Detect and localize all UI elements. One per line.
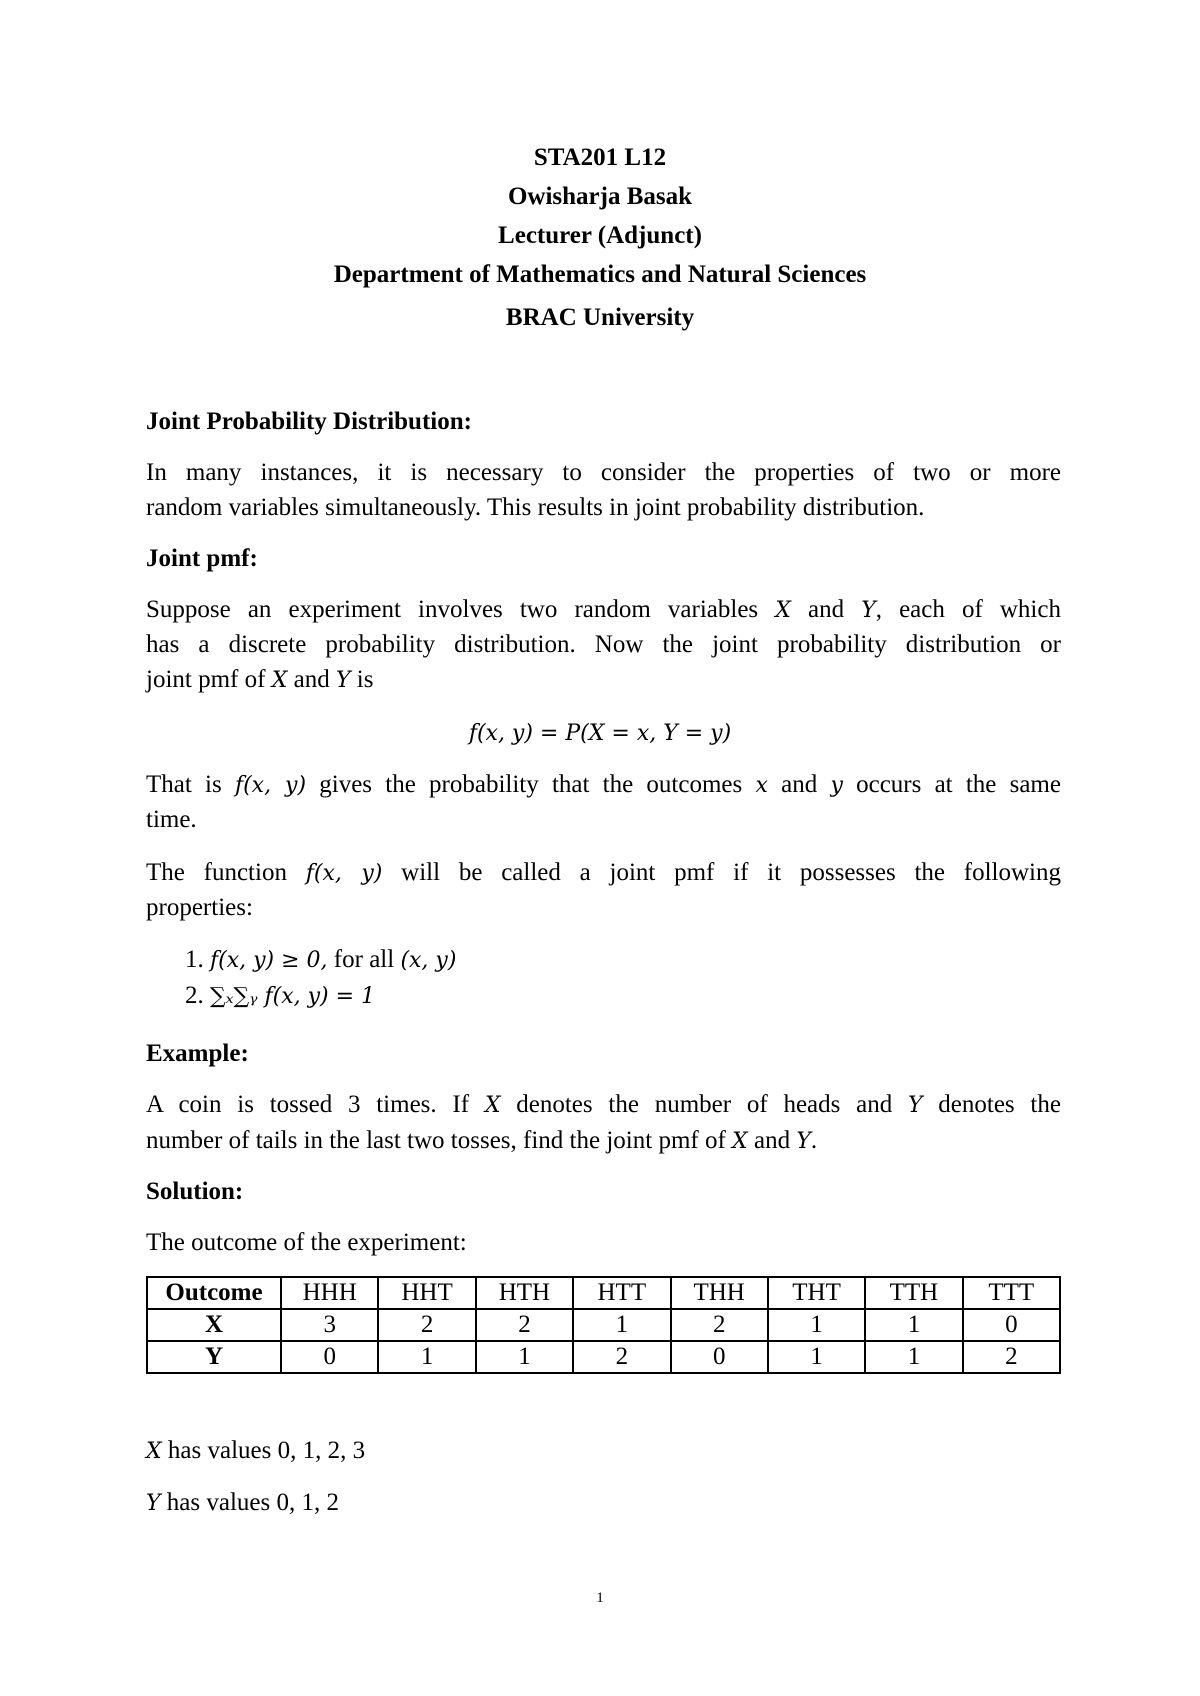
paragraph-line: That is f(x, y) gives the probability that the outcomes x and y occurs at the same [146,771,1061,798]
table-row [147,1277,1060,1309]
table-cell: 2 [573,1341,670,1373]
table-cell: 1 [865,1341,962,1373]
author-title: Lecturer (Adjunct) [498,222,702,249]
heading-solution: Solution: [146,1178,244,1205]
table-cell: HTH [476,1277,573,1309]
table-cell: 0 [281,1341,378,1373]
table-cell: 2 [378,1309,475,1341]
paragraph-line: X has values 0, 1, 2, 3 [146,1437,366,1464]
joint-pmf-equation: f(x, y) = P(X = x, Y = y) [468,721,732,746]
paragraph-line: random variables simultaneously. This results in joint probability distribution. [146,494,925,521]
table-row [147,1309,1060,1341]
course-code: STA201 L12 [533,144,667,171]
heading-joint-pmf: Joint pmf: [146,545,258,572]
table-cell: 1 [768,1309,865,1341]
paragraph-line: number of tails in the last two tosses, find the joint pmf of X and Y. [146,1127,818,1154]
table-cell: 2 [671,1309,768,1341]
page-number: 1 [596,1590,604,1606]
paragraph-line: In many instances, it is necessary to consider the properties of two or more [146,459,1061,486]
table-cell: TTT [963,1277,1060,1309]
heading-joint-distribution: Joint Probability Distribution: [146,408,472,435]
property-item: 1. f(x, y) ≥ 0, for all (x, y) [185,946,457,973]
paragraph-line: Y has values 0, 1, 2 [146,1489,339,1516]
table-cell: 1 [378,1341,475,1373]
table-row [147,1341,1060,1373]
table-cell: 1 [768,1341,865,1373]
author-name: Owisharja Basak [507,183,693,210]
table-cell: HHT [378,1277,475,1309]
paragraph-line: The outcome of the experiment: [146,1229,467,1256]
paragraph-line: The function f(x, y) will be called a joint pmf if it possesses the following [146,859,1061,886]
table-cell: THT [768,1277,865,1309]
table-cell: THH [671,1277,768,1309]
table-cell: 3 [281,1309,378,1341]
paragraph-line: time. [146,806,197,833]
heading-example: Example: [146,1040,249,1067]
table-cell: 2 [476,1309,573,1341]
table-cell: 0 [963,1309,1060,1341]
outcome-table [146,1276,1061,1374]
table-cell: 1 [865,1309,962,1341]
table-cell: HHH [281,1277,378,1309]
table-cell: 1 [476,1341,573,1373]
table-cell: HTT [573,1277,670,1309]
paragraph-line: joint pmf of X and Y is [146,666,374,693]
university: BRAC University [505,304,695,331]
paragraph-line: Suppose an experiment involves two random variables X and Y, each of which [146,596,1061,623]
table-cell: 2 [963,1341,1060,1373]
table-row-header: Outcome [147,1277,281,1309]
department: Department of Mathematics and Natural Sciences [333,261,867,288]
paragraph-line: properties: [146,894,253,921]
table-cell: 0 [671,1341,768,1373]
paragraph-line: A coin is tossed 3 times. If X denotes the number of heads and Y denotes the [146,1091,1061,1118]
table-row-header: X [147,1309,281,1341]
table-row-header: Y [147,1341,281,1373]
property-item: 2. ∑ₓ∑ᵧ f(x, y) = 1 [185,982,376,1009]
paragraph-line: has a discrete probability distribution. Now the joint probability distribution or [146,631,1061,658]
table-cell: 1 [573,1309,670,1341]
table-cell: TTH [865,1277,962,1309]
